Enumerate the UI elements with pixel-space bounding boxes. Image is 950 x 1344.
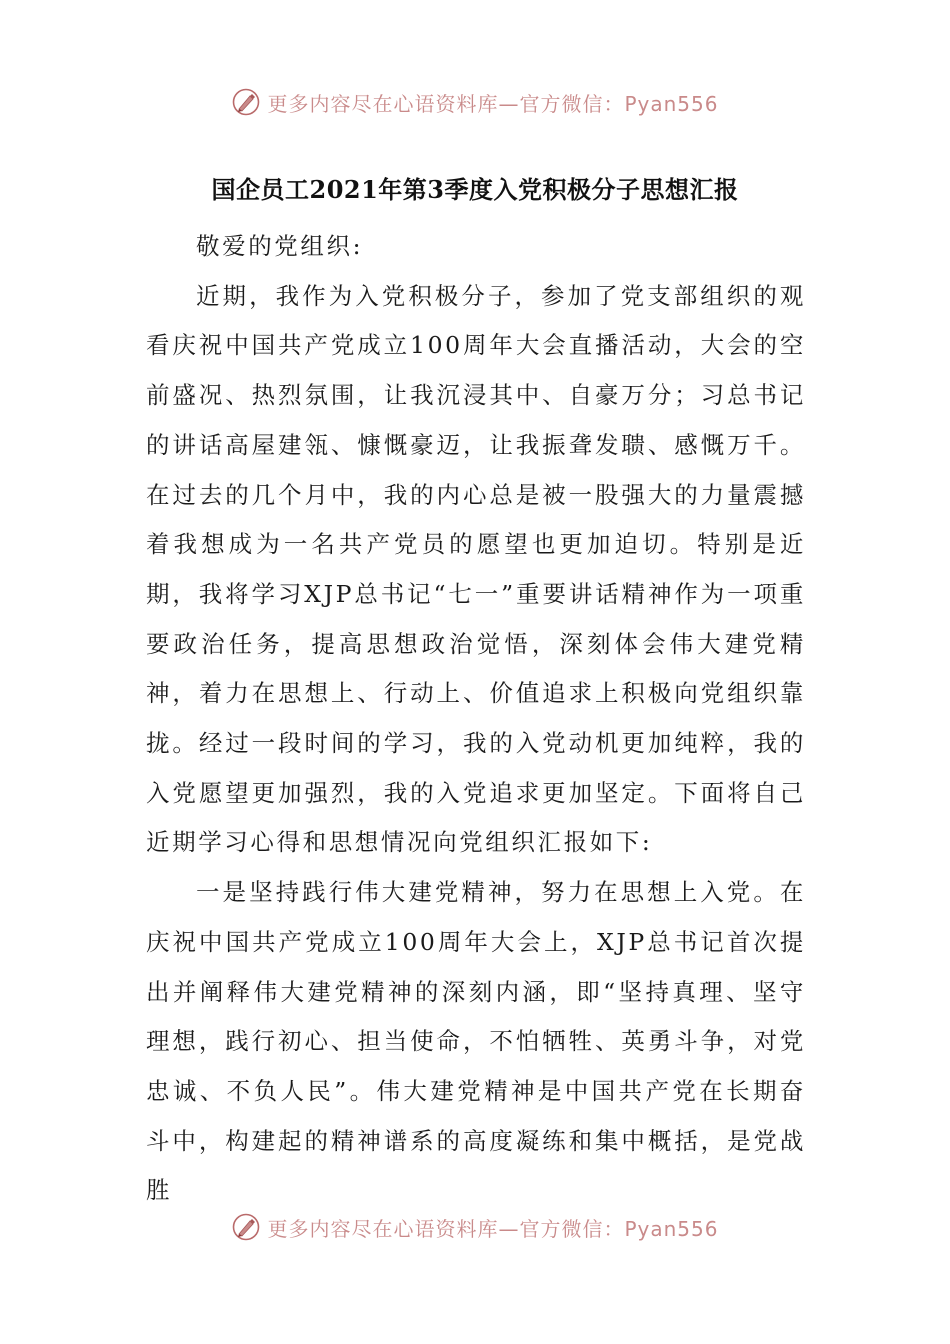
watermark-banner-top: [0, 82, 950, 122]
watermark-text: 更多内容尽在心语资料库—官方微信：Pyan556: [267, 1216, 719, 1241]
greeting-line: 敬爱的党组织:: [196, 232, 364, 260]
pen-circle-logo-icon: [231, 1212, 261, 1242]
body-paragraph: 一是坚持践行伟大建党精神，努力在思想上入党。在庆祝中国共产党成立100周年大会上，XJP总书记首次提出并阐释伟大建党精神的深刻内涵，即“坚持真理、坚守理想，践行初心、担当使命，不怕牺牲、英勇斗争，对党忠诚、不负人民”。伟大建党精神是中国共产党在长期奋斗中，构建起的精神谱系的高度凝练和集中概括，是党战胜: [146, 878, 806, 1205]
pen-circle-logo-icon: [231, 87, 261, 117]
watermark-banner-bottom: [0, 1207, 950, 1247]
document-title: 国企员工2021年第3季度入党积极分子思想汇报: [211, 175, 739, 204]
watermark-text: 更多内容尽在心语资料库—官方微信：Pyan556: [267, 91, 719, 116]
body-paragraph: 近期，我作为入党积极分子，参加了党支部组织的观看庆祝中国共产党成立100周年大会直播活动，大会的空前盛况、热烈氛围，让我沉浸其中、自豪万分；习总书记的讲话高屋建瓴、慷慨豪迈，让我振聋发聩、感慨万千。在过去的几个月中，我的内心总是被一股强大的力量震撼着我想成为一名共产党员的愿望也更加迫切。特别是近期，我将学习XJP总书记“七一”重要讲话精神作为一项重要政治任务，提高思想政治觉悟，深刻体会伟大建党精神，着力在思想上、行动上、价值追求上积极向党组织靠拢。经过一段时间的学习，我的入党动机更加纯粹，我的入党愿望更加强烈，我的入党追求更加坚定。下面将自己近期学习心得和思想情况向党组织汇报如下:: [146, 281, 806, 857]
document-body: [146, 222, 806, 1216]
